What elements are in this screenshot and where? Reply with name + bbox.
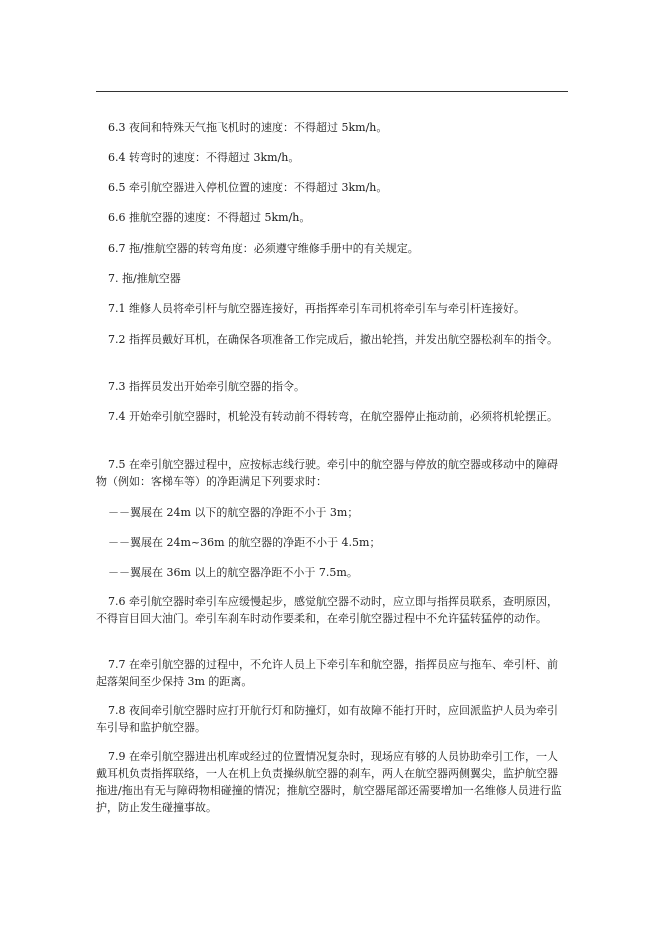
paragraph-7-6: 7.6 牵引航空器时牵引车应缓慢起步，感觉航空器不动时，应立即与指挥员联系，查明原因，不得盲目回大油门。牵引车刹车时动作要柔和，在牵引航空器过程中不允许猛转猛停的动作。 bbox=[96, 595, 558, 625]
header-rule bbox=[96, 91, 568, 92]
paragraph-6-3: 6.3 夜间和特殊天气拖飞机时的速度：不得超过 5km/h。 bbox=[108, 121, 388, 134]
paragraph-7-1: 7.1 维修人员将牵引杆与航空器连接好，再指挥牵引车司机将牵引车与牵引杆连接好。 bbox=[108, 302, 525, 315]
paragraph-6-5: 6.5 牵引航空器进入停机位置的速度：不得超过 3km/h。 bbox=[108, 181, 388, 194]
paragraph-7-9: 7.9 在牵引航空器进出机库或经过的位置情况复杂时，现场应有够的人员协助牵引工作，一人戴耳机负责指挥联络，一人在机上负责操纵航空器的刹车，两人在航空器两侧翼尖，监护航空器拖进/拖出有无与障碍物相碰撞的情况；推航空器时，航空器尾部还需要增加一名维修人员进行监护，防止发生碰撞事故。 bbox=[96, 750, 562, 814]
paragraph-7-7: 7.7 在牵引航空器的过程中，不允许人员上下牵引车和航空器，指挥员应与拖车、牵引杆、前起落架间至少保持 3m 的距离。 bbox=[96, 658, 558, 688]
clearance-item-1: －－翼展在 24m 以下的航空器的净距不小于 3m； bbox=[108, 506, 359, 519]
section-heading-7: 7. 拖/推航空器 bbox=[108, 272, 181, 285]
clearance-item-2: －－翼展在 24m~36m 的航空器的净距不小于 4.5m； bbox=[108, 536, 381, 549]
paragraph-7-2: 7.2 指挥员戴好耳机，在确保各项准备工作完成后，撤出轮挡，并发出航空器松刹车的指令。 bbox=[108, 333, 558, 346]
paragraph-7-4: 7.4 开始牵引航空器时，机轮没有转动前不得转弯，在航空器停止拖动前，必须将机轮摆正。 bbox=[108, 410, 558, 423]
paragraph-7-5: 7.5 在牵引航空器过程中，应按标志线行驶。牵引中的航空器与停放的航空器或移动中的障碍物（例如：客梯车等）的净距满足下列要求时： bbox=[96, 458, 558, 488]
paragraph-7-8: 7.8 夜间牵引航空器时应打开航行灯和防撞灯，如有故障不能打开时，应回派监护人员为牵引车引导和监护航空器。 bbox=[96, 704, 558, 734]
paragraph-6-6: 6.6 推航空器的速度：不得超过 5km/h。 bbox=[108, 211, 311, 224]
clearance-item-3: －－翼展在 36m 以上的航空器净距不小于 7.5m。 bbox=[108, 566, 358, 579]
paragraph-7-3: 7.3 指挥员发出开始牵引航空器的指令。 bbox=[108, 380, 305, 393]
paragraph-6-4: 6.4 转弯时的速度：不得超过 3km/h。 bbox=[108, 151, 300, 164]
paragraph-6-7: 6.7 拖/推航空器的转弯角度：必须遵守维修手册中的有关规定。 bbox=[108, 242, 419, 255]
